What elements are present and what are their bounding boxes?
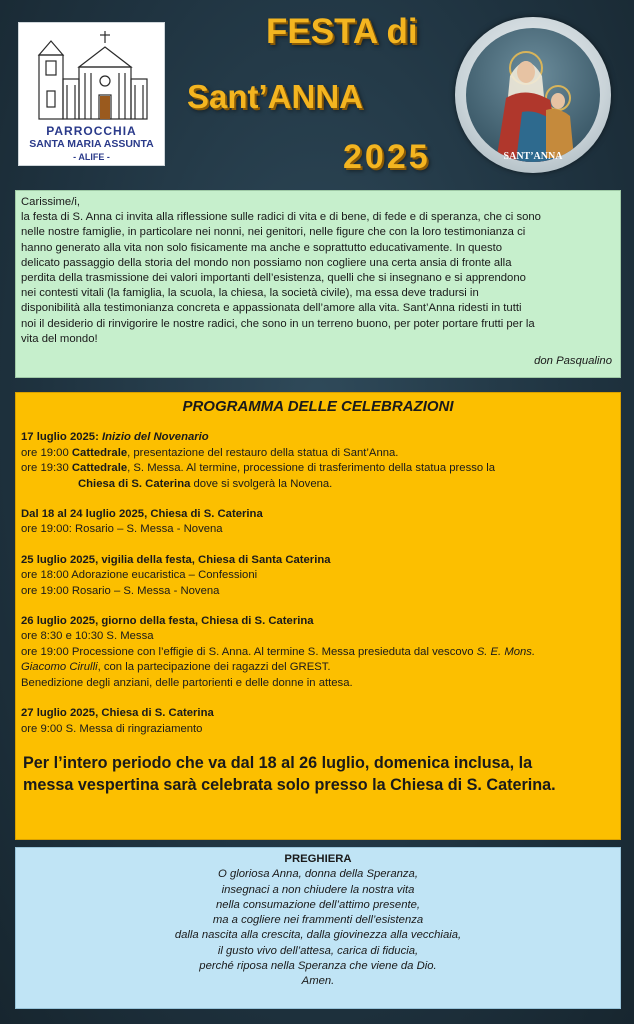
prayer-line: ma a cogliere nei frammenti dell’esistenza — [212, 914, 424, 927]
program-row: ore 19:30 Cattedrale, S. Messa. Al termine, processione di trasferimento della statua presso la — [21, 462, 496, 475]
program-title: PROGRAMMA DELLE CELEBRAZIONI — [182, 398, 454, 415]
letter-line: noi il desiderio di rinvigorire le nostre radici, che sono in un terreno buono, per poter portare frutti per la — [21, 317, 535, 330]
letter-signature: don Pasqualino — [534, 354, 612, 367]
prayer-line: perché riposa nella Speranza che viene da Dio. — [199, 960, 437, 973]
church-facade-icon — [29, 29, 154, 121]
prayer-title: PREGHIERA — [284, 853, 352, 865]
saint-anne-emblem — [455, 17, 611, 173]
pastor-letter — [15, 190, 621, 378]
letter-line: nei contesti vitali (la famiglia, la scuola, la chiesa, la società civile), ma essa deve tradursi in — [21, 287, 479, 300]
program-block-17 — [21, 430, 615, 492]
program-row: ore 19:00 Processione con l’effigie di S. Anna. Al termine S. Messa presieduta dal vescovo S. E. Mons. — [21, 645, 536, 658]
program-date: 17 luglio 2025: Inizio del Novenario — [21, 431, 209, 444]
title-festa: FESTA di — [266, 12, 418, 51]
title-year: 2025 — [343, 138, 431, 176]
letter-line: vita del mondo! — [21, 332, 98, 345]
program-row: Benedizione degli anziani, delle partorienti e delle donne in attesa. — [21, 676, 353, 689]
program-block-18-24 — [21, 507, 615, 538]
emblem-label: SANT’ANNA — [503, 151, 563, 162]
prayer-box — [15, 847, 621, 1009]
program-date: Dal 18 al 24 luglio 2025, Chiesa di S. Caterina — [21, 508, 263, 521]
program-notice: Per l’intero periodo che va dal 18 al 26 luglio, domenica inclusa, la messa vespertina sarà celebrata solo presso la Chiesa di S. Caterina. — [23, 753, 556, 794]
program-block-25 — [21, 553, 615, 599]
prayer-line: O gloriosa Anna, donna della Speranza, — [218, 868, 418, 881]
letter-line: disponibilità alla testimonianza concreta e appassionata dell’amore alla vita. Sant’Anna ridesti in tutti — [21, 302, 522, 315]
letter-line: perdita della trasmissione dei valori importanti dell’esistenza, quelli che si insegnano e si apprendono — [21, 272, 526, 285]
letter-line: hanno generato alla vita non solo fisicamente ma anche e soprattutto educativamente. In questo — [21, 241, 503, 254]
prayer-line: il gusto vivo dell’attesa, carica di fiducia, — [217, 944, 419, 957]
prayer-line: Amen. — [301, 975, 335, 988]
program-date: 27 luglio 2025, Chiesa di S. Caterina — [21, 707, 214, 720]
title-santanna: Sant’ANNA — [187, 78, 364, 115]
prayer-line: insegnaci a non chiudere la nostra vita — [221, 883, 415, 896]
program-row: ore 19:00: Rosario – S. Messa - Novena — [21, 523, 223, 536]
program-row: ore 9:00 S. Messa di ringraziamento — [21, 722, 203, 735]
program-block-27 — [21, 706, 615, 737]
letter-line: la festa di S. Anna ci invita alla riflessione sulle radici di vita e di bene, di fede e di speranza, che ci sono — [21, 211, 541, 224]
letter-line: nelle nostre famiglie, in particolare nei nonni, nei genitori, nelle figure che con la loro testimonianza ci — [21, 226, 526, 239]
celebration-program — [15, 392, 621, 840]
letter-greeting: Carissime/i, — [21, 196, 80, 208]
saint-anne-portrait-icon — [466, 28, 600, 162]
program-date: 25 luglio 2025, vigilia della festa, Chiesa di Santa Caterina — [21, 553, 331, 566]
logo-line-city: - ALIFE - — [73, 152, 110, 162]
logo-line-name: SANTA MARIA ASSUNTA — [29, 138, 154, 150]
program-row: Chiesa di S. Caterina dove si svolgerà la Novena. — [78, 477, 333, 490]
program-date: 26 luglio 2025, giorno della festa, Chiesa di S. Caterina — [21, 615, 314, 628]
prayer-line: nella consumazione dell’attimo presente, — [215, 898, 421, 911]
logo-line-parrocchia: PARROCCHIA — [46, 124, 137, 138]
program-block-26 — [21, 614, 615, 691]
program-row: Giacomo Cirulli, con la partecipazione dei ragazzi del GREST. — [21, 661, 331, 674]
letter-line: delicato passaggio della storia del mondo non possiamo non cogliere una certa ansia di fronte alla — [21, 256, 512, 269]
prayer-line: dalla nascita alla crescita, dalla giovinezza alla vecchiaia, — [174, 929, 462, 942]
parish-logo — [18, 22, 165, 166]
program-row: ore 19:00 Rosario – S. Messa - Novena — [21, 584, 220, 597]
program-row: ore 8:30 e 10:30 S. Messa — [21, 630, 154, 643]
program-row: ore 18:00 Adorazione eucaristica – Confessioni — [21, 569, 258, 582]
program-row: ore 19:00 Cattedrale, presentazione del restauro della statua di Sant’Anna. — [21, 446, 399, 459]
